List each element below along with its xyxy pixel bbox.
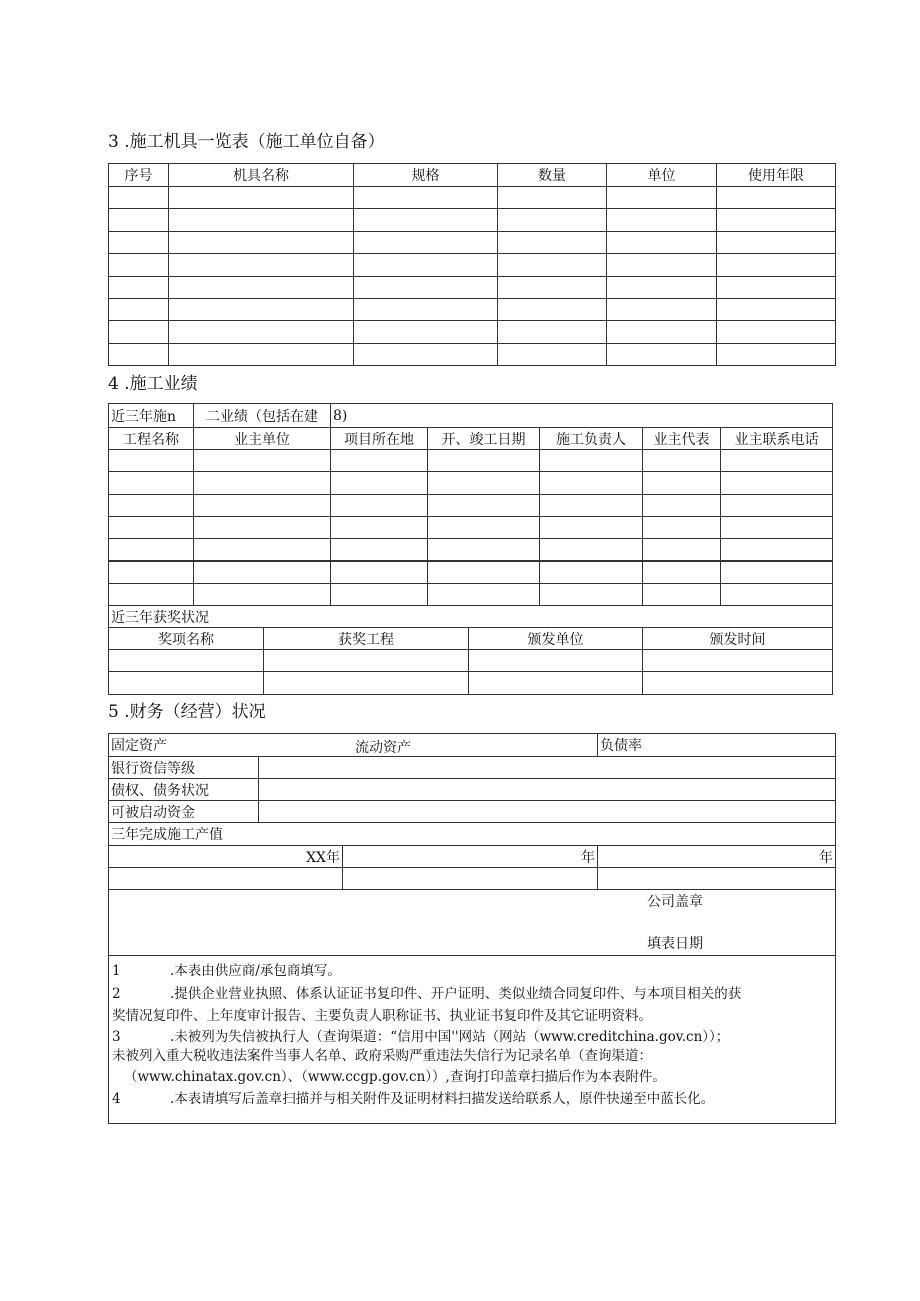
header-cell: 近三年施n [108,403,194,428]
stamp-cell [108,889,836,956]
year-cell: XX年 [108,845,343,868]
empty-cell [716,208,836,231]
empty-cell [353,231,498,254]
empty-cell [193,449,331,472]
header-cell: 开、竣工日期 [427,427,540,450]
empty-cell [642,561,721,584]
empty-cell [168,186,354,209]
empty-cell [108,276,169,299]
empty-cell [716,276,836,299]
header-cell: 施工负责人 [539,427,643,450]
header-cell: 业主单位 [193,427,331,450]
header-cell: 序号 [108,163,169,187]
empty-cell [606,253,717,276]
empty-cell [642,583,721,606]
empty-cell [193,494,331,517]
value-cell [258,778,836,801]
header-cell: 工程名称 [108,427,194,450]
empty-cell [330,583,428,606]
empty-cell [716,186,836,209]
header-cell: 奖项名称 [108,627,264,650]
empty-cell [468,649,643,672]
empty-cell [642,538,721,561]
empty-cell [193,583,331,606]
section-3-title: 3 .施工机具一览表（施工单位自备） [108,132,385,152]
section-5-title: 5 .财务（经营）状况 [108,702,266,722]
empty-cell [108,231,169,254]
note-1: 1 .本表由供应商/承包商填写。 [112,963,341,979]
note-2-cont: 奖情况复印件、上年度审计报告、主要负责人职称证书、执业证书复印件及其它证明资料。 [112,1008,652,1024]
note-4: 4 .本表请填写后盖章扫描并与相关附件及证明材料扫描发送给联系人，原件快递至中蓝长化。 [112,1090,715,1107]
empty-cell [497,186,607,209]
empty-cell [353,208,498,231]
empty-cell [539,583,643,606]
value-cell [258,800,836,823]
empty-cell [168,231,354,254]
empty-cell [720,583,833,606]
empty-cell [353,276,498,299]
year-cell: 年 [342,845,598,868]
header-cell: 业主联系电话 [720,427,833,450]
empty-cell [108,583,194,606]
empty-cell [108,449,194,472]
empty-cell [193,538,331,561]
empty-cell [427,561,540,584]
empty-cell [353,298,498,321]
empty-cell [427,583,540,606]
empty-cell [353,320,498,343]
empty-cell [606,186,717,209]
empty-cell [720,516,833,539]
empty-cell [108,343,169,366]
empty-cell [716,253,836,276]
header-cell: 颁发单位 [468,627,643,650]
label-cell: 银行资信等级 [108,756,259,779]
label-cell: 可被启动资金 [108,800,259,823]
empty-cell [168,253,354,276]
header-cell: 颁发时间 [642,627,833,650]
empty-cell [497,320,607,343]
empty-cell [606,208,717,231]
empty-cell [353,343,498,366]
value-cell [108,867,343,890]
value-cell [342,867,598,890]
empty-cell [330,538,428,561]
empty-cell [427,538,540,561]
empty-cell [108,516,194,539]
empty-cell [606,298,717,321]
current-assets-label: 流动资产 [355,740,411,756]
empty-cell [108,253,169,276]
label-cell: 三年完成施工产值 [108,822,836,846]
empty-cell [427,449,540,472]
empty-cell [427,471,540,494]
empty-cell [539,561,643,584]
notes-box [108,955,836,1124]
empty-cell [497,231,607,254]
empty-cell [468,671,643,695]
header-cell: 使用年限 [716,163,836,187]
empty-cell [497,253,607,276]
empty-cell [497,276,607,299]
empty-cell [168,343,354,366]
empty-cell [168,320,354,343]
empty-cell [108,494,194,517]
empty-cell [606,276,717,299]
empty-cell [642,449,721,472]
empty-cell [263,649,469,672]
empty-cell [539,471,643,494]
stamp-label: 填表日期 [647,936,703,952]
note-3: 3 .未被列为失信被执行人（查询渠道：“信用中国''网站（网站（www.creditchina.gov.cn））； [112,1028,730,1045]
label-cell: 债权、债务状况 [108,778,259,801]
label-cell: 固定资产 [108,733,598,757]
empty-cell [193,471,331,494]
empty-cell [108,471,194,494]
header-cell: 机具名称 [168,163,354,187]
empty-cell [330,561,428,584]
empty-cell [642,494,721,517]
empty-cell [497,208,607,231]
header-cell: 业主代表 [642,427,721,450]
empty-cell [168,298,354,321]
empty-cell [642,671,833,695]
header-cell: 获奖工程 [263,627,469,650]
empty-cell [606,343,717,366]
note-3-cont2: （www.chinatax.gov.cn）、（www.ccgp.gov.cn））,查询打印盖章扫描后作为本表附件。 [124,1068,666,1085]
empty-cell [720,449,833,472]
empty-cell [330,449,428,472]
empty-cell [330,494,428,517]
header-cell: 二业绩（包括在建 [193,403,331,428]
empty-cell [716,320,836,343]
empty-cell [720,494,833,517]
empty-cell [497,343,607,366]
header-cell: 8) [330,403,833,428]
header-cell: 项目所在地 [330,427,428,450]
value-cell [597,867,836,890]
empty-cell [606,320,717,343]
empty-cell [539,538,643,561]
empty-cell [427,494,540,517]
empty-cell [353,186,498,209]
empty-cell [720,561,833,584]
empty-cell [497,298,607,321]
empty-cell [108,561,194,584]
header-cell: 规格 [353,163,498,187]
empty-cell [716,343,836,366]
empty-cell [330,516,428,539]
empty-cell [720,471,833,494]
empty-cell [353,253,498,276]
empty-cell [539,516,643,539]
empty-cell [642,649,833,672]
empty-cell [108,208,169,231]
empty-cell [716,231,836,254]
empty-cell [263,671,469,695]
empty-cell [539,494,643,517]
empty-cell [108,538,194,561]
section-label: 近三年获奖状况 [108,605,833,628]
note-3-cont: 未被列入重大税收违法案件当事人名单、政府采购严重违法失信行为记录名单（查询渠道： [112,1047,652,1064]
empty-cell [606,231,717,254]
empty-cell [108,298,169,321]
empty-cell [427,516,540,539]
empty-cell [108,320,169,343]
header-cell: 单位 [606,163,717,187]
empty-cell [108,671,264,695]
stamp-label: 公司盖章 [647,894,703,910]
empty-cell [642,471,721,494]
value-cell [258,756,836,779]
section-4-title: 4 .施工业绩 [108,374,198,394]
empty-cell [330,471,428,494]
empty-cell [193,561,331,584]
empty-cell [108,186,169,209]
empty-cell [539,449,643,472]
empty-cell [168,276,354,299]
note-2: 2 .提供企业营业执照、体系认证证书复印件、开户证明、类似业绩合同复印件、与本项目相关的获 [112,985,742,1002]
empty-cell [720,538,833,561]
empty-cell [108,649,264,672]
year-cell: 年 [597,845,836,868]
label-cell: 负债率 [597,733,836,757]
empty-cell [193,516,331,539]
header-cell: 数量 [497,163,607,187]
empty-cell [716,298,836,321]
empty-cell [642,516,721,539]
empty-cell [168,208,354,231]
